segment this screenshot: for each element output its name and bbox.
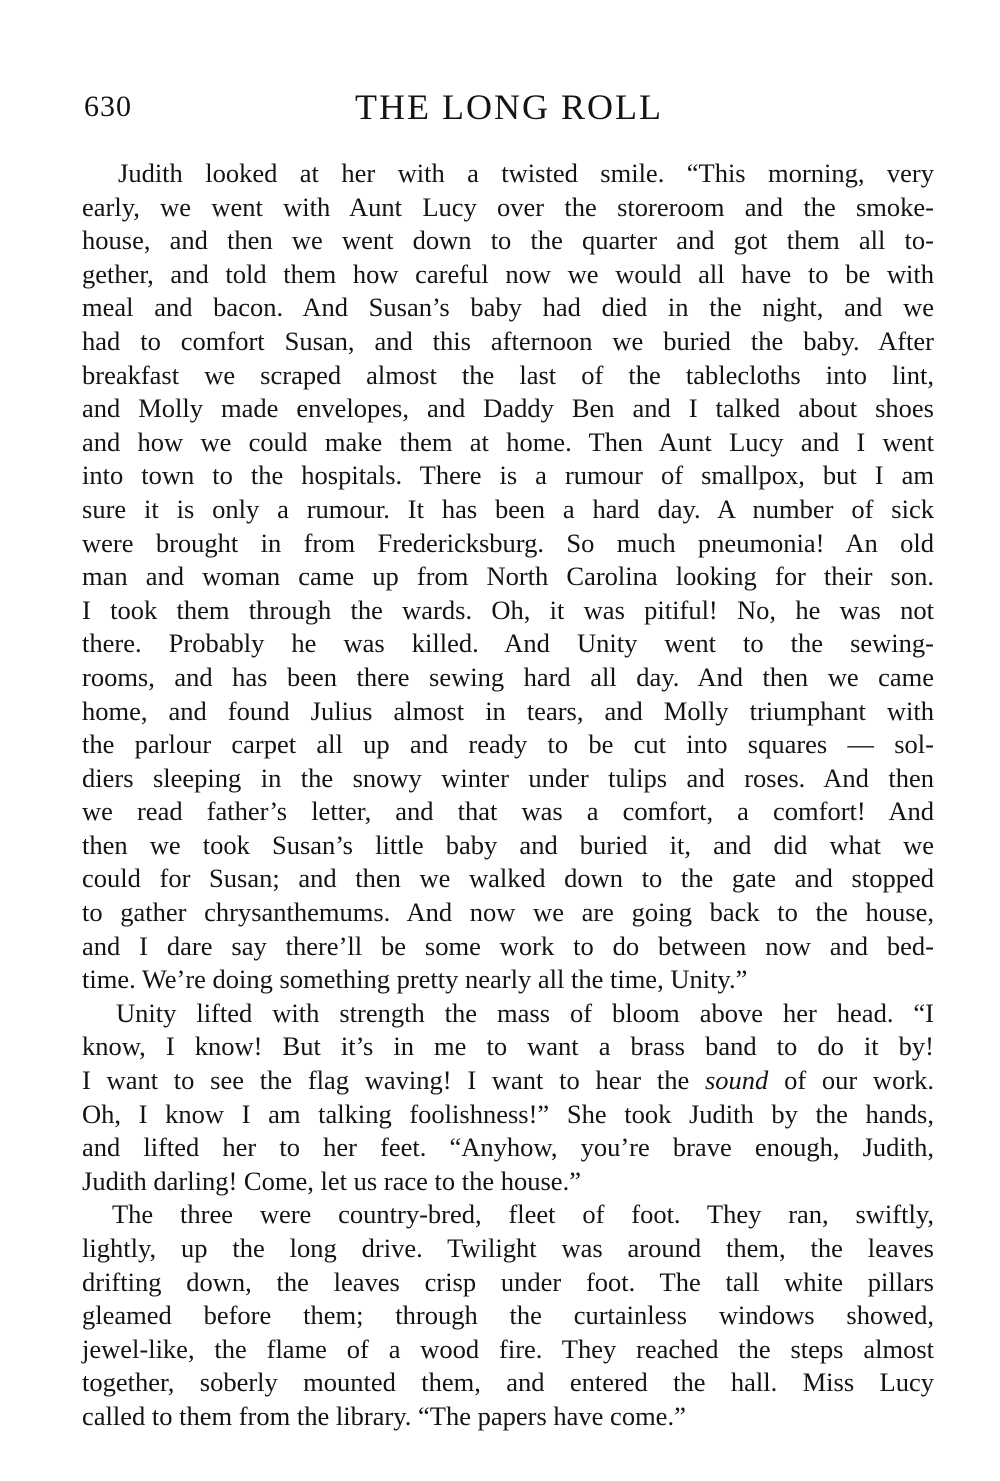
- text-line: Oh, I know I am talking foolishness!” She took Judith by the hands,: [82, 1098, 934, 1129]
- text-line: jewel-like, the flame of a wood fire. They reached the steps almost: [82, 1333, 934, 1364]
- text-line: gether, and told them how careful now we would all have to be with: [82, 258, 934, 289]
- emphasized-word: sound: [704, 1065, 769, 1096]
- text-line: meal and bacon. And Susan’s baby had died in the night, and we: [82, 292, 934, 323]
- page-header: [84, 86, 934, 136]
- paragraph: [82, 1198, 934, 1433]
- text-line: diers sleeping in the snowy winter under tulips and roses. And then: [82, 762, 934, 793]
- text-line: I took them through the wards. Oh, it was pitiful! No, he was not: [82, 594, 934, 625]
- text-line: home, and found Julius almost in tears, and Molly triumphant with: [82, 695, 934, 726]
- text-line: The three were country-bred, fleet of foot. They ran, swiftly,: [112, 1199, 934, 1230]
- body-text: [82, 157, 934, 1434]
- text-line: breakfast we scraped almost the last of the tablecloths into lint,: [82, 359, 934, 390]
- text-line: had to comfort Susan, and this afternoon we buried the baby. After: [82, 325, 934, 356]
- paragraph: [82, 997, 934, 1199]
- text-line: the parlour carpet all up and ready to be cut into squares — sol-: [82, 729, 934, 760]
- text-line: sure it is only a rumour. It has been a hard day. A number of sick: [82, 493, 934, 524]
- text-line: and I dare say there’ll be some work to do between now and bed-: [82, 930, 934, 961]
- running-title: THE LONG ROLL: [355, 87, 663, 127]
- text-line-with-emphasis: [82, 1064, 934, 1098]
- text-line: drifting down, the leaves crisp under foot. The tall white pillars: [82, 1266, 934, 1297]
- page-number: 630: [84, 90, 132, 123]
- text-line: gleamed before them; through the curtainless windows showed,: [82, 1300, 934, 1331]
- text-line: Judith looked at her with a twisted smile. “This morning, very: [118, 158, 934, 188]
- text-line: and lifted her to her feet. “Anyhow, you’re brave enough, Judith,: [82, 1132, 934, 1163]
- text-line: to gather chrysanthemums. And now we are going back to the house,: [82, 897, 934, 928]
- text-line: together, soberly mounted them, and entered the hall. Miss Lucy: [82, 1367, 934, 1398]
- text-line: rooms, and has been there sewing hard all day. And then we came: [82, 661, 934, 692]
- text-line: we read father’s letter, and that was a comfort, a comfort! And: [82, 796, 934, 827]
- text-line: there. Probably he was killed. And Unity went to the sewing-: [82, 628, 934, 659]
- text-line: time. We’re doing something pretty nearly all the time, Unity.”: [82, 964, 748, 995]
- text-line: were brought in from Fredericksburg. So much pneumonia! An old: [82, 527, 934, 558]
- text-line: man and woman came up from North Carolina looking for their son.: [82, 561, 934, 592]
- text-line: and how we could make them at home. Then Aunt Lucy and I went: [82, 426, 934, 457]
- text-line: know, I know! But it’s in me to want a brass band to do it by!: [82, 1031, 934, 1062]
- text-line: Judith darling! Come, let us race to the house.”: [82, 1165, 581, 1196]
- text-line: into town to the hospitals. There is a rumour of smallpox, but I am: [82, 460, 934, 491]
- text-line: house, and then we went down to the quarter and got them all to-: [82, 225, 934, 256]
- text-fragment: of our work.: [784, 1065, 935, 1096]
- text-line: Unity lifted with strength the mass of bloom above her head. “I: [116, 997, 934, 1028]
- text-line: lightly, up the long drive. Twilight was around them, the leaves: [82, 1233, 934, 1263]
- paragraph: [82, 157, 934, 997]
- text-fragment: I want to see the flag waving! I want to hear the: [82, 1065, 690, 1096]
- text-line: then we took Susan’s little baby and buried it, and did what we: [82, 829, 934, 860]
- text-line: could for Susan; and then we walked down to the gate and stopped: [82, 863, 934, 894]
- text-line: called to them from the library. “The papers have come.”: [82, 1400, 686, 1431]
- text-line: and Molly made envelopes, and Daddy Ben and I talked about shoes: [82, 393, 934, 424]
- text-line: early, we went with Aunt Lucy over the storeroom and the smoke-: [82, 191, 934, 222]
